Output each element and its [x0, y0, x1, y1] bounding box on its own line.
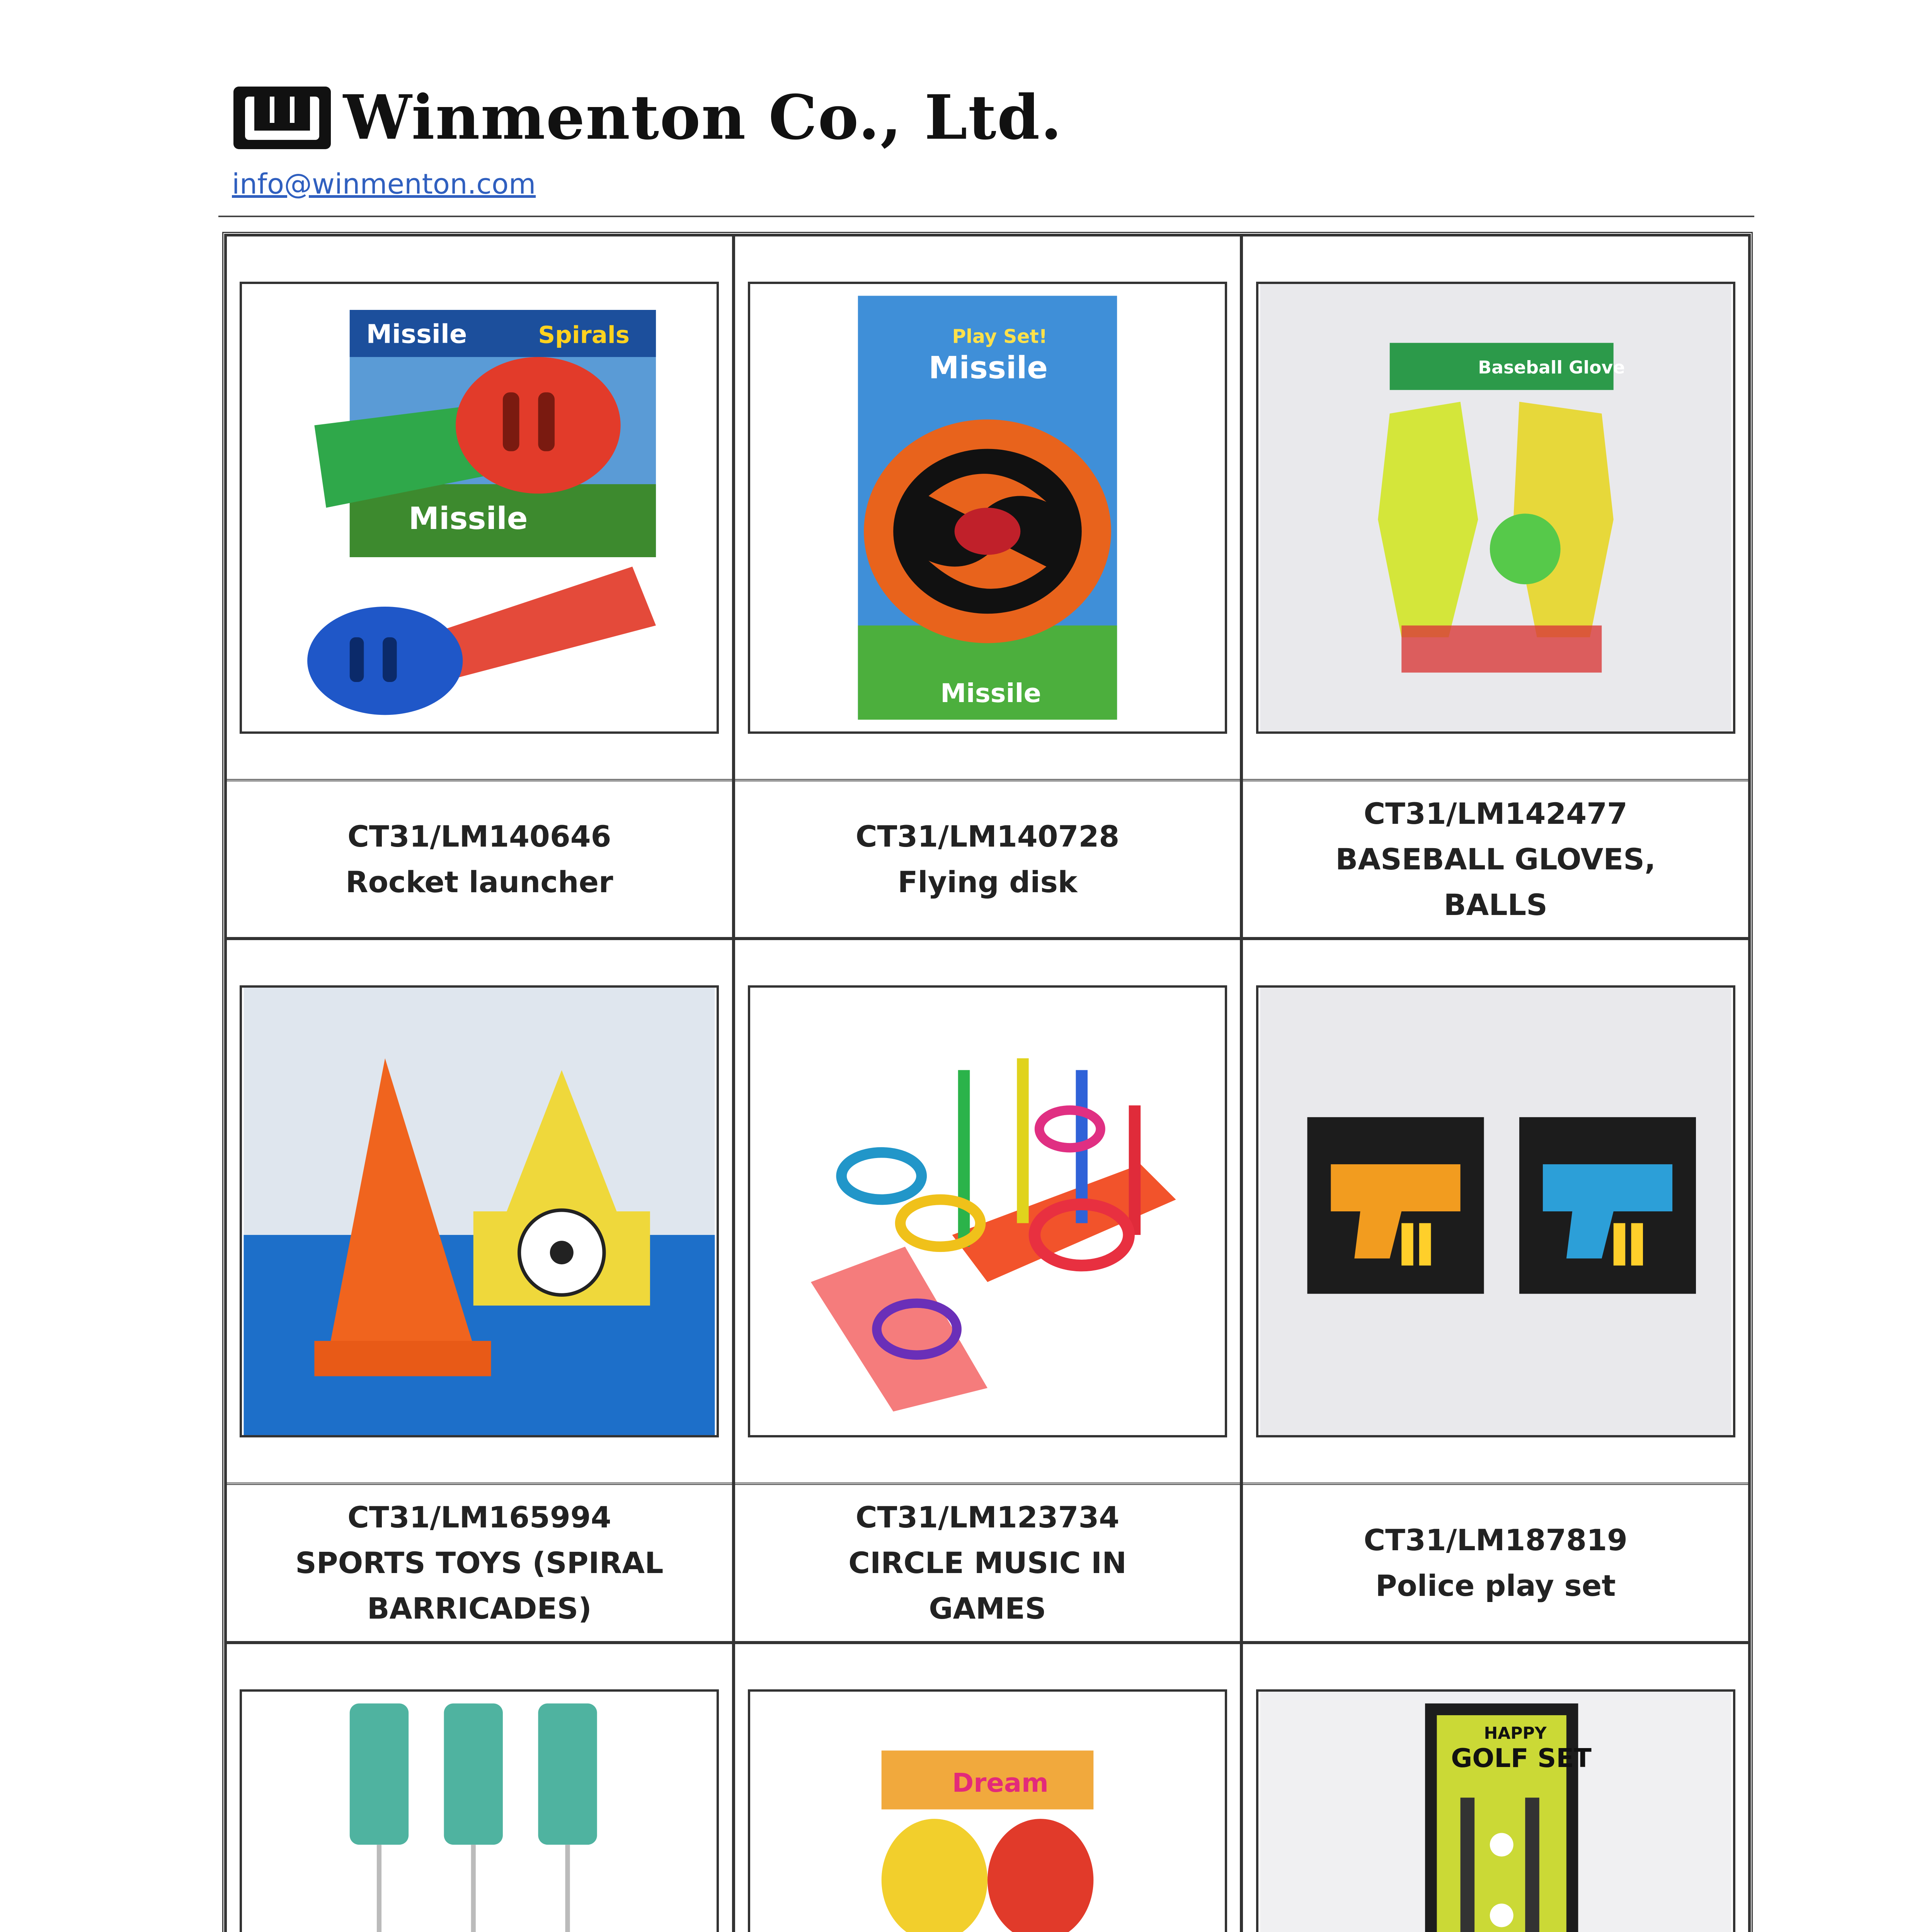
product-code: CT31/LM140728 — [855, 819, 1120, 854]
company-brand — [232, 82, 1063, 153]
photo-area — [1243, 940, 1748, 1485]
product-name: SPORTS TOYS (SPIRAL BARRICADES) — [295, 1546, 664, 1626]
box-label: Spirals — [538, 321, 630, 349]
product-photo-police-play-set — [1256, 985, 1735, 1437]
box-label: Play Set! — [952, 326, 1047, 348]
box-label: GOLF SET — [1451, 1743, 1592, 1773]
product-photo-rocket-launcher — [240, 282, 719, 734]
ring-toss-image — [750, 988, 1225, 1435]
box-label: Missile — [366, 319, 467, 349]
photo-area — [735, 940, 1240, 1485]
golf-clubs-image — [242, 1692, 717, 1932]
box-label: Missile — [409, 500, 528, 536]
product-caption — [227, 781, 732, 937]
product-caption — [1243, 781, 1748, 937]
product-caption — [735, 781, 1240, 937]
product-name: Flying disk — [897, 864, 1078, 899]
box-label: Baseball Glove — [1478, 357, 1625, 378]
product-photo-ring-toss — [748, 985, 1227, 1437]
header-divider — [218, 216, 1754, 217]
product-caption — [735, 1485, 1240, 1641]
product-photo-flying-disk — [748, 282, 1227, 734]
product-name: Police play set — [1375, 1568, 1616, 1603]
photo-area — [735, 236, 1240, 781]
photo-area — [227, 1644, 732, 1932]
product-photo-four-balls — [748, 1689, 1227, 1932]
product-cell — [225, 939, 734, 1642]
product-cell — [1241, 939, 1750, 1642]
product-cell — [734, 939, 1242, 1642]
product-cell — [225, 235, 734, 939]
box-label: HAPPY — [1484, 1723, 1547, 1743]
box-label: Missile — [940, 678, 1041, 708]
product-name: BASEBALL GLOVES, BALLS — [1335, 842, 1656, 922]
product-cell — [734, 1643, 1242, 1932]
product-code: CT31/LM165994 — [347, 1500, 611, 1535]
product-name: CIRCLE MUSIC IN GAMES — [848, 1546, 1127, 1626]
box-label: Dream — [952, 1767, 1049, 1798]
product-photo-golf-set — [1256, 1689, 1735, 1932]
product-code: CT31/LM142477 — [1364, 796, 1628, 831]
product-code: CT31/LM187819 — [1364, 1523, 1628, 1558]
product-cell — [225, 1643, 734, 1932]
product-photo-baseball-gloves — [1256, 282, 1735, 734]
photo-area — [1243, 1644, 1748, 1932]
flying-disk-image — [750, 284, 1225, 731]
email-link[interactable]: info@winmenton.com — [232, 168, 536, 200]
golf-set-image — [1258, 1692, 1733, 1932]
photo-area — [227, 236, 732, 781]
product-cell — [734, 235, 1242, 939]
sports-toys-image — [242, 988, 717, 1435]
product-name: Rocket launcher — [346, 864, 613, 899]
photo-area — [1243, 236, 1748, 781]
product-caption — [227, 1485, 732, 1641]
product-code: CT31/LM140646 — [347, 819, 611, 854]
company-name: Winmenton Co., Ltd. — [343, 82, 1063, 153]
product-catalog-grid — [222, 232, 1753, 1932]
box-label: Missile — [928, 349, 1048, 386]
product-photo-golf-clubs — [240, 1689, 719, 1932]
rocket-launcher-image — [242, 284, 717, 731]
photo-area — [227, 940, 732, 1485]
letterhead — [232, 82, 1063, 200]
product-photo-sports-toys — [240, 985, 719, 1437]
baseball-gloves-image — [1258, 284, 1733, 731]
product-caption — [1243, 1485, 1748, 1641]
product-cell — [1241, 235, 1750, 939]
winmenton-logo-icon — [232, 85, 332, 151]
product-code: CT31/LM123734 — [855, 1500, 1120, 1535]
four-balls-image — [750, 1692, 1225, 1932]
product-cell — [1241, 1643, 1750, 1932]
police-play-set-image — [1258, 988, 1733, 1435]
photo-area — [735, 1644, 1240, 1932]
